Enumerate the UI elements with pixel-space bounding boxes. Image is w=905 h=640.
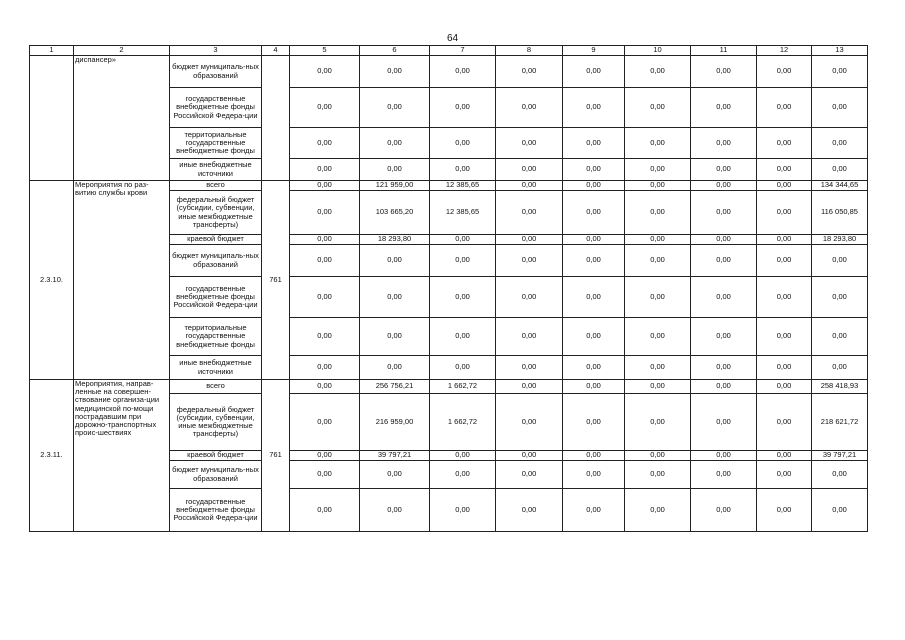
amount-cell: 0,00 <box>757 159 812 181</box>
amount-cell: 0,00 <box>691 394 757 451</box>
col-header: 4 <box>262 46 290 56</box>
amount-cell: 0,00 <box>496 88 563 128</box>
amount-cell: 0,00 <box>625 56 691 88</box>
amount-cell: 0,00 <box>360 461 430 489</box>
column-number-row <box>30 46 868 56</box>
amount-cell: 0,00 <box>290 191 360 235</box>
funding-source: бюджет муниципаль-ных образований <box>170 245 262 277</box>
amount-cell: 0,00 <box>430 277 496 318</box>
measure-index <box>30 56 74 181</box>
amount-cell: 0,00 <box>496 277 563 318</box>
amount-cell: 0,00 <box>691 277 757 318</box>
amount-cell: 0,00 <box>625 318 691 356</box>
amount-cell: 0,00 <box>812 277 868 318</box>
amount-cell: 0,00 <box>563 356 625 380</box>
amount-cell: 0,00 <box>563 394 625 451</box>
amount-cell: 0,00 <box>812 245 868 277</box>
amount-cell: 0,00 <box>563 235 625 245</box>
amount-cell: 116 050,85 <box>812 191 868 235</box>
amount-cell: 0,00 <box>691 356 757 380</box>
amount-cell: 218 621,72 <box>812 394 868 451</box>
amount-cell: 0,00 <box>360 245 430 277</box>
table-row <box>30 380 868 394</box>
amount-cell: 39 797,21 <box>360 451 430 461</box>
amount-cell: 0,00 <box>290 318 360 356</box>
funding-source: государственные внебюджетные фонды Российской Федера-ции <box>170 489 262 532</box>
amount-cell: 0,00 <box>360 277 430 318</box>
amount-cell: 0,00 <box>691 88 757 128</box>
amount-cell: 0,00 <box>757 380 812 394</box>
amount-cell: 0,00 <box>290 88 360 128</box>
amount-cell: 0,00 <box>496 356 563 380</box>
table-row <box>30 181 868 191</box>
amount-cell: 0,00 <box>812 489 868 532</box>
amount-cell: 39 797,21 <box>812 451 868 461</box>
amount-cell: 1 662,72 <box>430 380 496 394</box>
amount-cell: 0,00 <box>625 235 691 245</box>
funding-source: всего <box>170 181 262 191</box>
page-number: 64 <box>446 33 459 44</box>
amount-cell: 0,00 <box>430 318 496 356</box>
measure-index: 2.3.11. <box>30 380 74 532</box>
amount-cell: 0,00 <box>496 461 563 489</box>
amount-cell: 12 385,65 <box>430 191 496 235</box>
measure-name: диспансер» <box>74 56 170 181</box>
amount-cell: 0,00 <box>691 451 757 461</box>
funding-source: государственные внебюджетные фонды Российской Федера-ции <box>170 88 262 128</box>
amount-cell: 0,00 <box>757 128 812 159</box>
amount-cell: 0,00 <box>360 489 430 532</box>
amount-cell: 0,00 <box>290 394 360 451</box>
amount-cell: 0,00 <box>625 159 691 181</box>
amount-cell: 0,00 <box>563 245 625 277</box>
amount-cell: 0,00 <box>360 56 430 88</box>
amount-cell: 0,00 <box>496 159 563 181</box>
funding-source: бюджет муниципаль-ных образований <box>170 56 262 88</box>
amount-cell: 0,00 <box>625 128 691 159</box>
amount-cell: 258 418,93 <box>812 380 868 394</box>
amount-cell: 0,00 <box>430 88 496 128</box>
funding-source: территориальные государственные внебюджетные фонды <box>170 128 262 159</box>
amount-cell: 0,00 <box>691 56 757 88</box>
col-header: 8 <box>496 46 563 56</box>
amount-cell: 0,00 <box>625 461 691 489</box>
amount-cell: 0,00 <box>430 451 496 461</box>
amount-cell: 0,00 <box>757 88 812 128</box>
col-header: 11 <box>691 46 757 56</box>
amount-cell: 0,00 <box>496 56 563 88</box>
amount-cell: 0,00 <box>496 128 563 159</box>
funding-source: федеральный бюджет (субсидии, субвенции, иные межбюджетные трансферты) <box>170 394 262 451</box>
funding-source: краевой бюджет <box>170 235 262 245</box>
amount-cell: 0,00 <box>290 461 360 489</box>
amount-cell: 0,00 <box>430 461 496 489</box>
amount-cell: 0,00 <box>625 181 691 191</box>
amount-cell: 1 662,72 <box>430 394 496 451</box>
amount-cell: 0,00 <box>563 191 625 235</box>
amount-cell: 0,00 <box>691 245 757 277</box>
amount-cell: 0,00 <box>691 380 757 394</box>
amount-cell: 0,00 <box>563 181 625 191</box>
amount-cell: 0,00 <box>563 159 625 181</box>
amount-cell: 0,00 <box>290 451 360 461</box>
measure-index: 2.3.10. <box>30 181 74 380</box>
amount-cell: 0,00 <box>563 128 625 159</box>
amount-cell: 0,00 <box>757 451 812 461</box>
amount-cell: 0,00 <box>757 461 812 489</box>
funding-source: бюджет муниципаль-ных образований <box>170 461 262 489</box>
amount-cell: 0,00 <box>563 277 625 318</box>
amount-cell: 0,00 <box>496 394 563 451</box>
budget-table <box>29 45 868 532</box>
amount-cell: 0,00 <box>563 489 625 532</box>
amount-cell: 0,00 <box>430 128 496 159</box>
amount-cell: 0,00 <box>691 489 757 532</box>
amount-cell: 0,00 <box>496 489 563 532</box>
amount-cell: 0,00 <box>625 88 691 128</box>
amount-cell: 0,00 <box>757 235 812 245</box>
funding-source: иные внебюджетные источники <box>170 356 262 380</box>
amount-cell: 18 293,80 <box>812 235 868 245</box>
amount-cell: 0,00 <box>496 380 563 394</box>
amount-cell: 0,00 <box>812 318 868 356</box>
agency-code: 761 <box>262 380 290 532</box>
amount-cell: 0,00 <box>757 394 812 451</box>
amount-cell: 0,00 <box>290 235 360 245</box>
amount-cell: 0,00 <box>290 159 360 181</box>
amount-cell: 0,00 <box>691 318 757 356</box>
col-header: 10 <box>625 46 691 56</box>
amount-cell: 0,00 <box>563 56 625 88</box>
amount-cell: 0,00 <box>757 181 812 191</box>
amount-cell: 0,00 <box>812 159 868 181</box>
amount-cell: 0,00 <box>290 181 360 191</box>
amount-cell: 0,00 <box>757 191 812 235</box>
amount-cell: 0,00 <box>430 159 496 181</box>
amount-cell: 0,00 <box>691 461 757 489</box>
amount-cell: 0,00 <box>757 245 812 277</box>
amount-cell: 0,00 <box>496 181 563 191</box>
amount-cell: 0,00 <box>496 451 563 461</box>
amount-cell: 0,00 <box>290 489 360 532</box>
amount-cell: 0,00 <box>360 318 430 356</box>
col-header: 6 <box>360 46 430 56</box>
amount-cell: 0,00 <box>757 489 812 532</box>
amount-cell: 0,00 <box>496 318 563 356</box>
funding-source: всего <box>170 380 262 394</box>
amount-cell: 0,00 <box>625 394 691 451</box>
measure-name: Мероприятия, направ-ленные на совершен-ствование организа-ции медицинской по-мощи пострадавшим при дорожно-транспортных проис-шествиях <box>74 380 170 532</box>
col-header: 9 <box>563 46 625 56</box>
amount-cell: 18 293,80 <box>360 235 430 245</box>
amount-cell: 0,00 <box>691 235 757 245</box>
col-header: 5 <box>290 46 360 56</box>
amount-cell: 0,00 <box>290 277 360 318</box>
amount-cell: 216 959,00 <box>360 394 430 451</box>
amount-cell: 0,00 <box>757 318 812 356</box>
amount-cell: 0,00 <box>360 88 430 128</box>
amount-cell: 0,00 <box>691 159 757 181</box>
amount-cell: 0,00 <box>430 356 496 380</box>
amount-cell: 0,00 <box>563 318 625 356</box>
funding-source: иные внебюджетные источники <box>170 159 262 181</box>
amount-cell: 0,00 <box>496 235 563 245</box>
funding-source: федеральный бюджет (субсидии, субвенции, иные межбюджетные трансферты) <box>170 191 262 235</box>
col-header: 2 <box>74 46 170 56</box>
amount-cell: 121 959,00 <box>360 181 430 191</box>
amount-cell: 0,00 <box>625 245 691 277</box>
measure-name: Мероприятия по раз-витию службы крови <box>74 181 170 380</box>
amount-cell: 0,00 <box>757 277 812 318</box>
amount-cell: 103 665,20 <box>360 191 430 235</box>
amount-cell: 0,00 <box>625 380 691 394</box>
amount-cell: 0,00 <box>812 56 868 88</box>
amount-cell: 0,00 <box>691 181 757 191</box>
col-header: 13 <box>812 46 868 56</box>
amount-cell: 0,00 <box>757 56 812 88</box>
amount-cell: 0,00 <box>430 245 496 277</box>
amount-cell: 0,00 <box>430 235 496 245</box>
amount-cell: 0,00 <box>496 191 563 235</box>
amount-cell: 0,00 <box>625 191 691 235</box>
amount-cell: 0,00 <box>563 451 625 461</box>
amount-cell: 0,00 <box>290 56 360 88</box>
amount-cell: 0,00 <box>290 245 360 277</box>
amount-cell: 0,00 <box>563 380 625 394</box>
amount-cell: 0,00 <box>290 128 360 159</box>
amount-cell: 0,00 <box>625 489 691 532</box>
amount-cell: 0,00 <box>625 277 691 318</box>
funding-source: территориальные государственные внебюджетные фонды <box>170 318 262 356</box>
amount-cell: 0,00 <box>812 461 868 489</box>
amount-cell: 0,00 <box>563 461 625 489</box>
amount-cell: 0,00 <box>360 159 430 181</box>
table-row <box>30 56 868 88</box>
amount-cell: 0,00 <box>812 128 868 159</box>
col-header: 1 <box>30 46 74 56</box>
amount-cell: 0,00 <box>563 88 625 128</box>
agency-code: 761 <box>262 181 290 380</box>
amount-cell: 134 344,65 <box>812 181 868 191</box>
amount-cell: 0,00 <box>360 356 430 380</box>
amount-cell: 0,00 <box>290 380 360 394</box>
amount-cell: 256 756,21 <box>360 380 430 394</box>
amount-cell: 0,00 <box>430 56 496 88</box>
funding-source: краевой бюджет <box>170 451 262 461</box>
funding-source: государственные внебюджетные фонды Российской Федера-ции <box>170 277 262 318</box>
amount-cell: 0,00 <box>757 356 812 380</box>
amount-cell: 0,00 <box>496 245 563 277</box>
col-header: 7 <box>430 46 496 56</box>
amount-cell: 0,00 <box>430 489 496 532</box>
amount-cell: 0,00 <box>812 356 868 380</box>
amount-cell: 0,00 <box>625 451 691 461</box>
amount-cell: 0,00 <box>360 128 430 159</box>
col-header: 3 <box>170 46 262 56</box>
amount-cell: 0,00 <box>691 128 757 159</box>
amount-cell: 0,00 <box>625 356 691 380</box>
amount-cell: 12 385,65 <box>430 181 496 191</box>
amount-cell: 0,00 <box>290 356 360 380</box>
agency-code <box>262 56 290 181</box>
col-header: 12 <box>757 46 812 56</box>
amount-cell: 0,00 <box>812 88 868 128</box>
amount-cell: 0,00 <box>691 191 757 235</box>
